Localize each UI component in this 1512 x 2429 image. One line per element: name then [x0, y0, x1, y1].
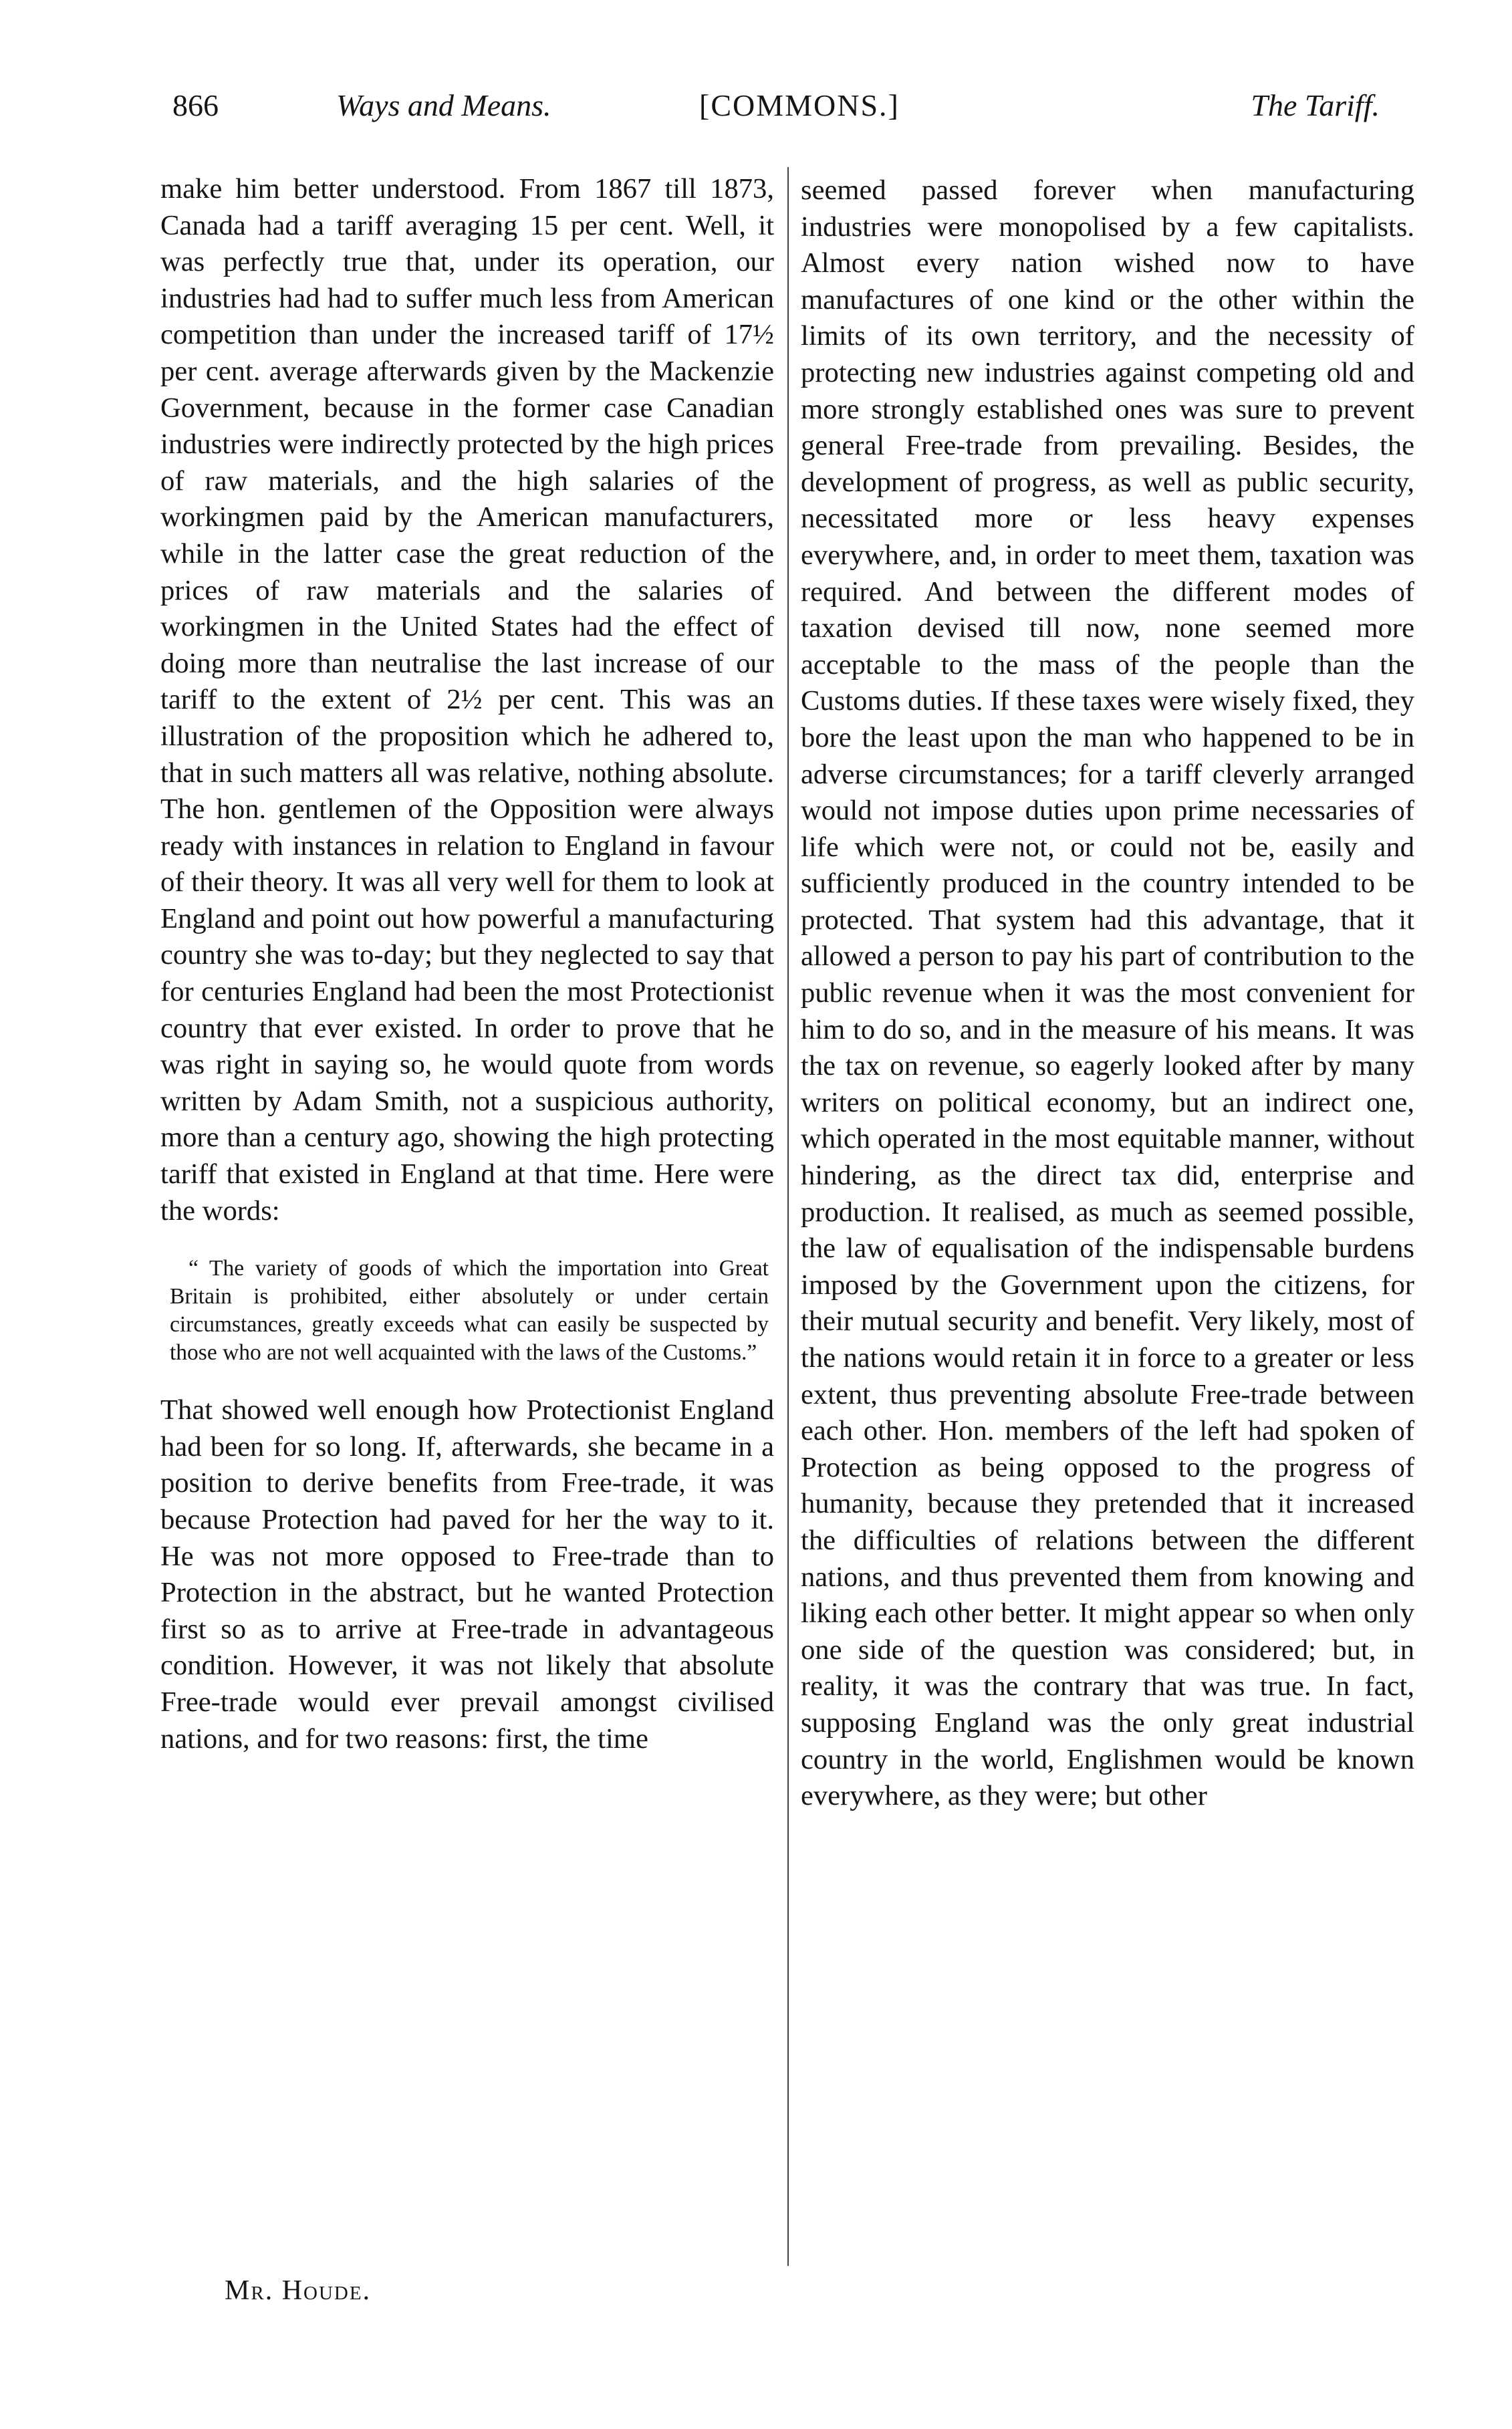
- speaker-name: Mr. Houde.: [225, 2275, 372, 2306]
- running-title-left: Ways and Means.: [336, 88, 551, 122]
- left-paragraph-1: make him better understood. From 1867 till 1873, Canada had a tariff averaging 15 per cent. Well, it was perfectly true that, under its operation, our industries had had to suffer much less from American competition than under the increased tariff of 17½ per cent. average afterwards given by the Mackenzie Government, because in the former case Canadian industries were indirectly protected by the high prices of raw materials, and the high salaries of the workingmen paid by the American manufacturers, while in the latter case the great reduction of the prices of raw materials and the salaries of workingmen in the United States had the effect of doing more than neutralise the last increase of our tariff to the extent of 2½ per cent. This was an illustration of the proposition which he adhered to, that in such matters all was relative, nothing absolute. The hon. gentlemen of the Opposition were always ready with instances in relation to England in favour of their theory. It was all very well for them to look at England and point out how powerful a manufacturing country she was to-day; but they neglected to say that for centuries England had been the most Protectionist country that ever existed. In order to prove that he was right in saying so, he would quote from words written by Adam Smith, not a suspicious authority, more than a century ago, showing the high protecting tariff that existed in England at that time. Here were the words:: [160, 173, 774, 1227]
- running-title-center: [COMMONS.]: [699, 88, 900, 122]
- right-column: [801, 172, 1414, 1815]
- page-number: 866: [172, 88, 219, 122]
- adam-smith-quote: “ The variety of goods of which the importation into Great Britain is prohibited, either absolutely or under certain circumstances, greatly exceeds what can easily be suspected by those who are not well acquainted with the laws of the Customs.”: [170, 1256, 769, 1366]
- left-column: [160, 171, 774, 1757]
- right-paragraph-1: seemed passed forever when manufacturing industries were monopolised by a few capitalists. Almost every nation wished now to have manufactures of one kind or the other within the limits of its own territory, and the necessity of protecting new industries against competing old and more strongly established ones was sure to prevent general Free-trade from prevailing. Besides, the development of progress, as well as public security, necessitated more or less heavy expenses everywhere, and, in order to meet them, taxation was required. And between the different modes of taxation devised till now, none seemed more acceptable to the mass of the people than the Customs duties. If these taxes were wisely fixed, they bore the least upon the man who happened to be in adverse circumstances; for a tariff cleverly arranged would not impose duties upon prime necessaries of life which were not, or could not be, easily and sufficiently produced in the country intended to be protected. That system had this advantage, that it allowed a person to pay his part of contribution to the public revenue when it was the most convenient for him to do so, and in the measure of his means. It was the tax on revenue, so eagerly looked after by many writers on political economy, but an indirect one, which operated in the most equitable manner, without hindering, as the direct tax did, enterprise and production. It realised, as much as seemed possible, the law of equalisation of the indispensable burdens imposed by the Government upon the citizens, for their mutual security and benefit. Very likely, most of the nations would retain it in force to a greater or less extent, thus preventing absolute Free-trade between each other. Hon. members of the left had spoken of Protection as being opposed to the progress of humanity, because they pretended that it increased the difficulties of relations between the different nations, and thus prevented them from knowing and liking each other better. It might appear so when only one side of the question was considered; but, in reality, it was the contrary that was true. In fact, supposing England was the only great industrial country in the world, Englishmen would be known everywhere, as they were; but other: [801, 174, 1414, 1812]
- running-title-right: The Tariff.: [1251, 88, 1380, 122]
- page-header: [172, 86, 1380, 132]
- column-divider: [787, 167, 789, 2266]
- left-paragraph-2: That showed well enough how Protectionist England had been for so long. If, afterwards, she became in a position to derive benefits from Free-trade, it was because Protection had paved for her the way to it. He was not more opposed to Free-trade than to Protection in the abstract, but he wanted Protection first so as to arrive at Free-trade in advantageous condition. However, it was not likely that absolute Free-trade would ever prevail amongst civilised nations, and for two reasons: first, the time: [160, 1394, 774, 1755]
